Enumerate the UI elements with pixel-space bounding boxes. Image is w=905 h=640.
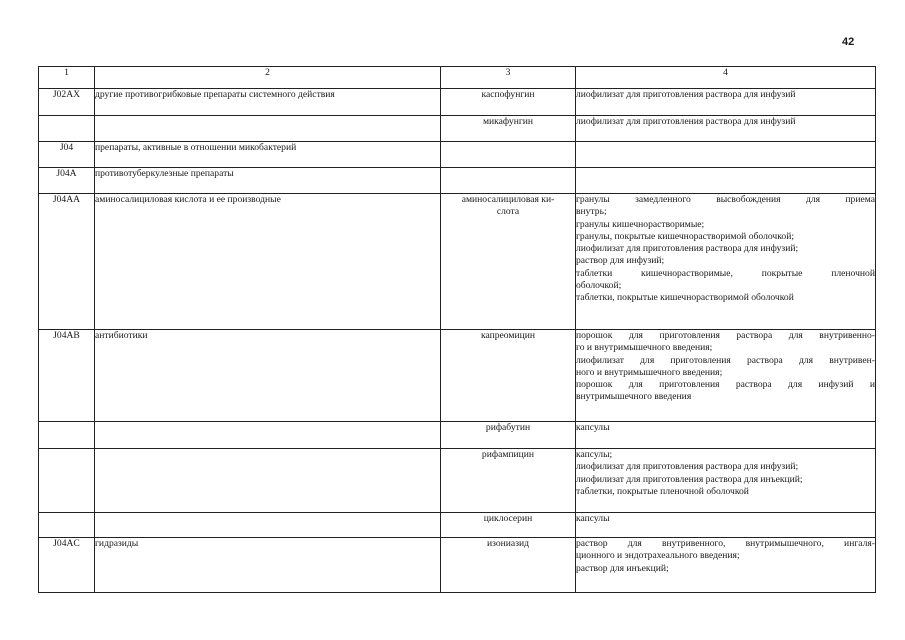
form-line: лиофилизат для приготовления раствора для инъекций;	[576, 473, 803, 485]
form-line: оболочкой;	[576, 280, 622, 292]
form-line: раствор для внутривенного, внутримышечного, ингаля-	[576, 538, 875, 549]
form-line: лиофилизат для приготовления раствора для инфузий	[576, 116, 796, 127]
inn-cell	[441, 168, 576, 194]
inn-cell	[441, 89, 576, 116]
dosage-forms	[576, 330, 876, 422]
dosage-forms	[576, 168, 876, 194]
form-line: ного и внутримышечного введения;	[576, 366, 723, 378]
atc-code: J04AB	[39, 330, 95, 422]
form-line: лиофилизат для приготовления раствора для инфузий	[576, 89, 796, 100]
atc-code	[39, 449, 95, 513]
dosage-forms	[576, 422, 876, 449]
form-line: раствор для инфузий;	[576, 255, 665, 267]
group-name: другие противогрибковые препараты системного действия	[95, 89, 441, 116]
inn-cell	[441, 330, 576, 422]
header-cell: 1	[39, 67, 95, 89]
inn-cell	[441, 194, 576, 330]
dosage-forms	[576, 194, 876, 330]
form-line: капсулы	[576, 422, 610, 433]
form-line: капсулы;	[576, 449, 613, 460]
table-row	[39, 513, 876, 538]
form-line: гранулы кишечнорастворимые;	[576, 218, 705, 230]
form-line: гранулы замедленного высвобождения для приема	[576, 194, 875, 205]
group-name	[95, 449, 441, 513]
inn-line: рифабутин	[485, 422, 531, 433]
inn-line: рифампицин	[481, 449, 535, 460]
inn-line: циклосерин	[483, 513, 533, 524]
form-line: капсулы	[576, 513, 610, 524]
table-row	[39, 330, 876, 422]
group-name: противотуберкулезные препараты	[95, 168, 441, 194]
inn-line: микафунгин	[482, 116, 534, 127]
dosage-forms	[576, 513, 876, 538]
drug-table	[38, 66, 876, 593]
inn-cell	[441, 142, 576, 168]
header-cell: 4	[576, 67, 876, 89]
inn-cell	[441, 449, 576, 513]
table-row	[39, 194, 876, 330]
form-line: таблетки кишечнорастворимые, покрытые пленочной	[576, 267, 875, 279]
header-cell: 3	[441, 67, 576, 89]
inn-cell	[441, 538, 576, 593]
table-row	[39, 142, 876, 168]
dosage-forms	[576, 538, 876, 593]
form-line: лиофилизат для приготовления раствора для инфузий;	[576, 461, 799, 473]
atc-code: J04AC	[39, 538, 95, 593]
group-name	[95, 422, 441, 449]
form-line: лиофилизат для приготовления раствора для инфузий;	[576, 243, 799, 255]
form-line: таблетки, покрытые пленочной оболочкой	[576, 485, 749, 497]
form-line: порошок для приготовления раствора для внутривенно-	[576, 330, 875, 341]
inn-line: слота	[496, 206, 520, 218]
table-row	[39, 422, 876, 449]
atc-code	[39, 513, 95, 538]
group-name: препараты, активные в отношении микобактерий	[95, 142, 441, 168]
inn-cell	[441, 116, 576, 142]
table-row	[39, 116, 876, 142]
atc-code	[39, 422, 95, 449]
form-line: таблетки, покрытые кишечнорастворимой оболочкой	[576, 292, 794, 304]
form-line: порошок для приготовления раствора для инфузий и	[576, 379, 875, 391]
form-line: внутрь;	[576, 206, 607, 218]
group-name	[95, 513, 441, 538]
inn-line: аминосалициловая ки-	[461, 194, 555, 205]
inn-line: капреомицин	[480, 330, 536, 341]
table-header-row	[39, 67, 876, 89]
form-line: гранулы, покрытые кишечнорастворимой оболочкой;	[576, 230, 794, 242]
header-cell: 2	[95, 67, 441, 89]
table-row	[39, 538, 876, 593]
group-name	[95, 116, 441, 142]
form-line: лиофилизат для приготовления раствора для внутривен-	[576, 354, 875, 366]
group-name: гидразиды	[95, 538, 441, 593]
form-line: раствор для инъекций;	[576, 562, 669, 574]
form-line: го и внутримышечного введения;	[576, 342, 713, 354]
table-row	[39, 449, 876, 513]
inn-cell	[441, 422, 576, 449]
atc-code	[39, 116, 95, 142]
table-row	[39, 168, 876, 194]
dosage-forms	[576, 116, 876, 142]
dosage-forms	[576, 89, 876, 116]
group-name: аминосалициловая кислота и ее производные	[95, 194, 441, 330]
group-name: антибиотики	[95, 330, 441, 422]
atc-code: J04AA	[39, 194, 95, 330]
inn-cell	[441, 513, 576, 538]
table-row	[39, 89, 876, 116]
inn-line: каспофунгин	[481, 89, 535, 100]
page-number: 42	[842, 36, 855, 48]
dosage-forms	[576, 449, 876, 513]
dosage-forms	[576, 142, 876, 168]
atc-code: J04	[39, 142, 95, 168]
form-line: ционного и эндотрахеального введения;	[576, 550, 740, 562]
atc-code: J02AX	[39, 89, 95, 116]
inn-line: изониазид	[487, 538, 529, 549]
form-line: внутримышечного введения	[576, 391, 692, 403]
atc-code: J04A	[39, 168, 95, 194]
